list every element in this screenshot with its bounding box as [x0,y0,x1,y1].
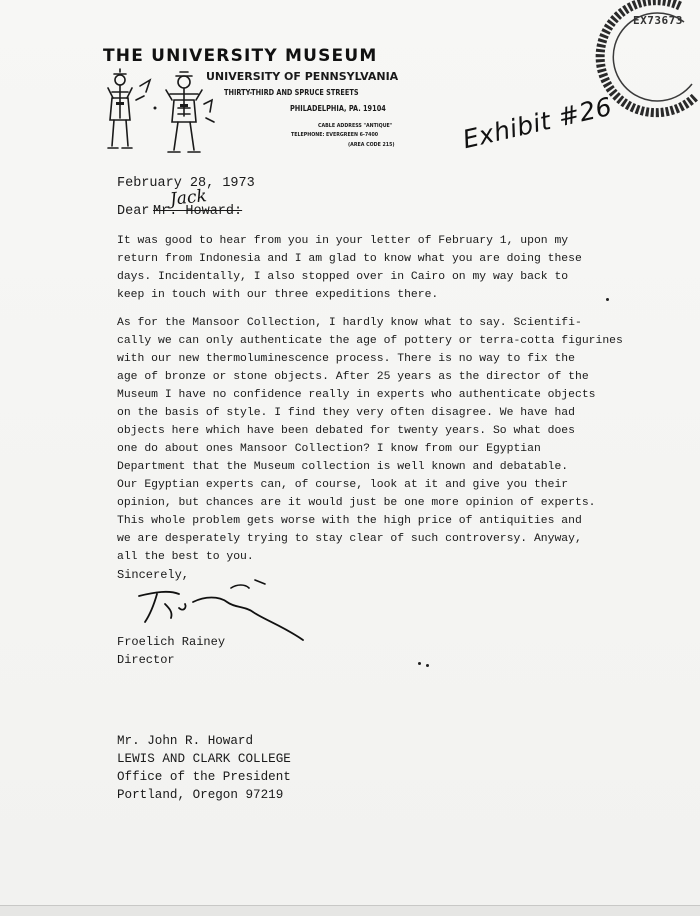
text-line: cally we can only authenticate the age of pottery or terra-cotta figurines [117,335,623,347]
text-line: with our new thermoluminescence process. There is no way to fix the [117,353,575,365]
speck [426,664,429,667]
address-line: Mr. John R. Howard [117,734,254,748]
speck [606,298,609,301]
museum-figures-logo [100,68,220,160]
text-line: days. Incidentally, I also stopped over in Cairo on my way back to [117,271,569,283]
text-line: age of bronze or stone objects. After 25 years as the director of the [117,371,589,383]
text-line: As for the Mansoor Collection, I hardly know what to say. Scientifi- [117,317,582,329]
letterhead-cable: CABLE ADDRESS "ANTIQUE" [318,123,393,129]
letter-date: February 28, 1973 [117,176,255,191]
recipient-address [117,732,291,804]
paragraph-1 [117,232,582,304]
letterhead-city: PHILADELPHIA, PA. 19104 [290,104,386,113]
text-line: on the basis of style. I find they very often disagree. We have had [117,407,575,419]
text-line: It was good to hear from you in your letter of February 1, upon my [117,235,569,247]
speck [418,662,421,665]
text-line: all the best to you. [117,551,254,563]
text-line: Our Egyptian experts can, of course, look at it and give you their [117,479,569,491]
paragraph-2 [117,314,623,566]
text-line: Department that the Museum collection is well known and debatable. [117,461,569,473]
signer-block [117,633,225,669]
signer-title: Director [117,653,175,667]
letterhead-area-code: (AREA CODE 215) [348,142,395,148]
address-line: LEWIS AND CLARK COLLEGE [117,752,291,766]
page-bottom-edge [0,905,700,916]
text-line: opinion, but chances are it would just be one more opinion of experts. [117,497,596,509]
text-line: we are desperately trying to stay clear of such controversy. Anyway, [117,533,582,545]
text-line: objects here which have been debated for twenty years. So what does [117,425,575,437]
handwritten-name: Jack [169,186,208,210]
address-line: Office of the President [117,770,291,784]
letterhead-title: THE UNIVERSITY MUSEUM [103,46,378,66]
text-line: Museum I have no confidence really in experts who authenticate objects [117,389,596,401]
letterhead-street: THIRTY-THIRD AND SPRUCE STREETS [224,88,359,97]
struck-recipient-name: Mr. Howard: [153,204,243,219]
salutation: Dear [117,204,150,219]
closing: Sincerely, [117,568,190,582]
signer-name: Froelich Rainey [117,635,226,649]
text-line: return from Indonesia and I am glad to know what you are doing these [117,253,582,265]
text-line: This whole problem gets worse with the high price of antiquities and [117,515,582,527]
letterhead-university: UNIVERSITY OF PENNSYLVANIA [206,70,399,83]
letterhead-telephone: TELEPHONE: EVERGREEN 6-7400 [291,132,379,138]
address-line: Portland, Oregon 97219 [117,788,284,802]
text-line: keep in touch with our three expeditions there. [117,289,439,301]
text-line: one do about ones Mansoor Collection? I know from our Egyptian [117,443,541,455]
exhibit-note: Exhibit #26 [460,91,615,155]
stamp-number: EX73673 [633,14,683,27]
